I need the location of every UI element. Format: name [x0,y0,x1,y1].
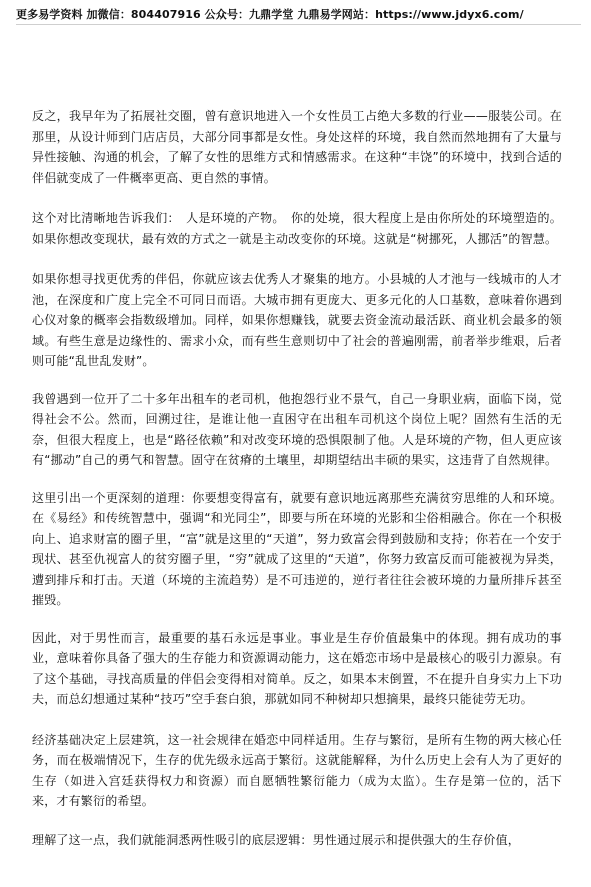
paragraph: 经济基础决定上层建筑，这一社会规律在婚恋中同样适用。生存与繁衍，是所有生物的两大核心任务，而在极端情况下，生存的优先级永远高于繁衍。这就能解释，为什么历史上会有人为了更好的生存（如进入宫廷获得权力和资源）而自愿牺牲繁衍能力（成为太监）。生存是第一位的，活下来，才有繁衍的希望。 [32,732,562,808]
page-header: 更多易学资料 加微信：804407916 公众号：九鼎学堂 九鼎易学网站：https://www.jdyx6.com/ [16,8,524,21]
header-divider [16,24,581,25]
paragraph: 如果你想寻找更优秀的伴侣，你就应该去优秀人才聚集的地方。小县城的人才池与一线城市的人才池，在深度和广度上完全不可同日而语。大城市拥有更庞大、更多元化的人口基数，意味着你遇到心仪对象的概率会指数级增加。同样，如果你想赚钱，就要去资金流动最活跃、商业机会最多的领域。有些生意是边缘性的、需求小众，而有些生意则切中了社会的普遍刚需，前者举步维艰，后者则可能“乱世乱发财”。 [32,272,562,368]
paragraph: 这里引出一个更深刻的道理：你要想变得富有，就要有意识地远离那些充满贫穷思维的人和环境。在《易经》和传统智慧中，强调“和光同尘”，即要与所在环境的光影和尘俗相融合。你在一个积极向上、追求财富的圈子里，“富”就是这里的“天道”，努力致富会得到鼓励和支持；你若在一个安于现状、甚至仇视富人的贫穷圈子里，“穷”就成了这里的“天道”，你努力致富反而可能被视为异类，遭到排斥和打击。天道（环境的主流趋势）是不可违逆的，逆行者往往会被环境的力量所排斥甚至摧毁。 [32,490,562,607]
paragraph: 我曾遇到一位开了二十多年出租车的老司机，他抱怨行业不景气，自己一身职业病，面临下岗，觉得社会不公。然而，回溯过往，是谁让他一直困守在出租车司机这个岗位上呢？固然有生活的无奈，但很大程度上，也是“路径依赖”和对改变环境的恐惧限制了他。人是环境的产物，但人更应该有“挪动”自己的勇气和智慧。固守在贫瘠的土壤里，却期望结出丰硕的果实，这违背了自然规律。 [32,391,562,467]
document-body [32,106,562,867]
paragraph: 因此，对于男性而言，最重要的基石永远是事业。事业是生存价值最集中的体现。拥有成功的事业，意味着你具备了强大的生存能力和资源调动能力，这在婚恋市场中是最核心的吸引力源泉。有了这个基础，寻找高质量的伴侣会变得相对简单。反之，如果本末倒置，不在提升自身实力上下功夫，而总幻想通过某种“技巧”空手套白狼，那就如同不种树却只想摘果，最终只能徒劳无功。 [32,630,562,706]
paragraph: 这个对比清晰地告诉我们： 人是环境的产物。 你的处境，很大程度上是由你所处的环境塑造的。如果你想改变现状，最有效的方式之一就是主动改变你的环境。这就是“树挪死，人挪活”的智慧。 [32,211,562,246]
paragraph: 理解了这一点，我们就能洞悉两性吸引的底层逻辑：男性通过展示和提供强大的生存价值， [32,832,521,847]
paragraph: 反之，我早年为了拓展社交圈，曾有意识地进入一个女性员工占绝大多数的行业——服装公司。在那里，从设计师到门店店员，大部分同事都是女性。身处这样的环境，我自然而然地拥有了大量与异性接触、沟通的机会，了解了女性的思维方式和情感需求。在这种“丰饶”的环境中，找到合适的伴侣就变成了一件概率更高、更自然的事情。 [32,109,562,185]
